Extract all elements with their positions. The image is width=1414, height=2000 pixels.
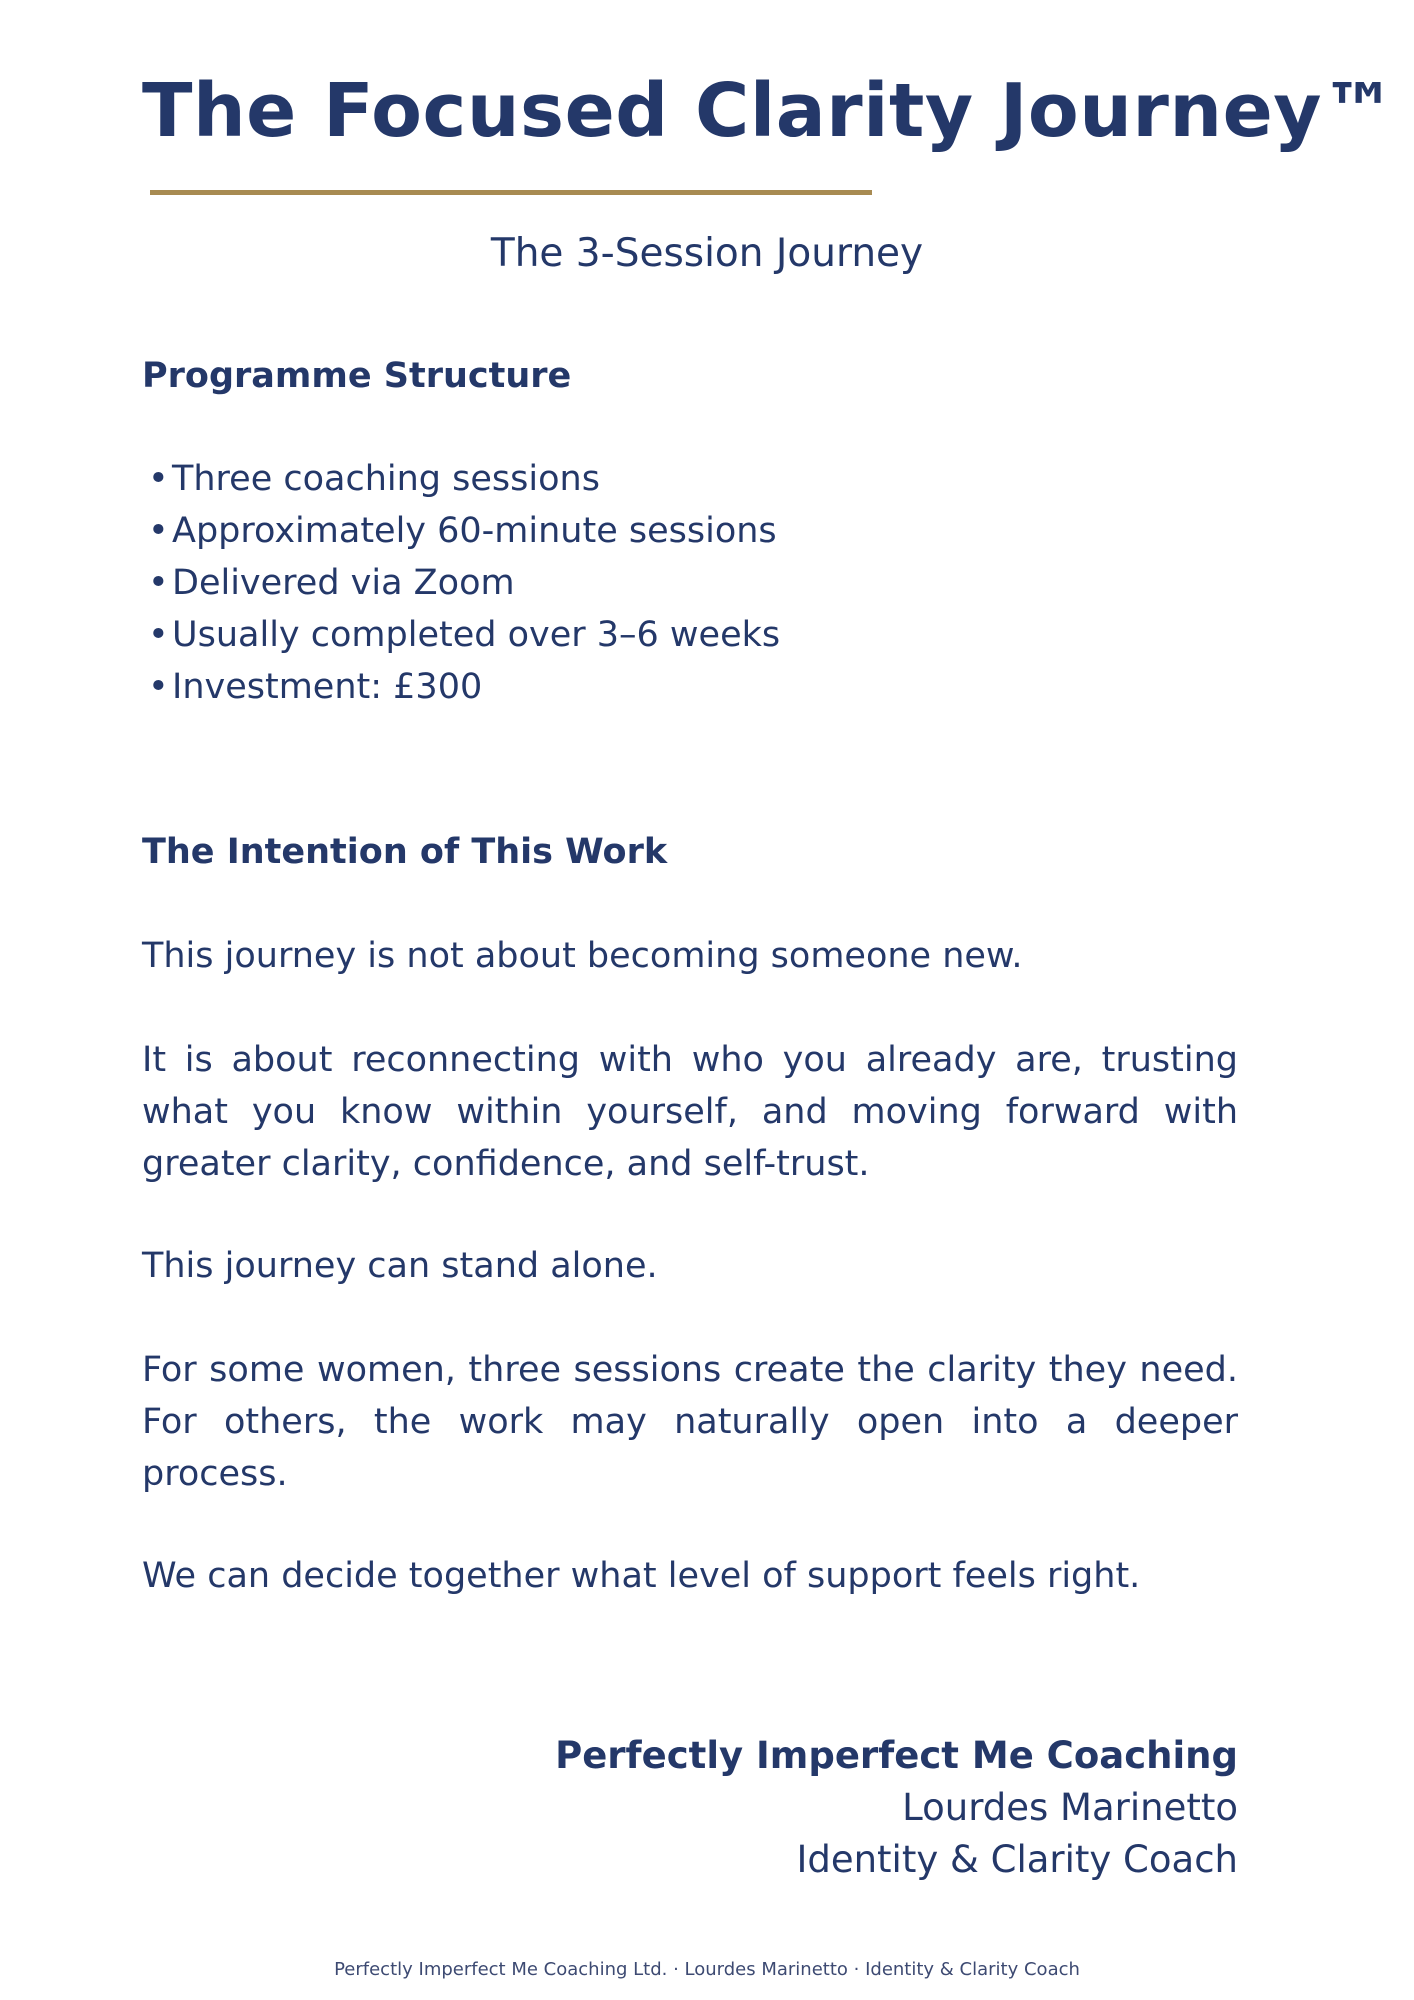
list-item-text: Usually completed over 3–6 weeks (172, 615, 781, 655)
signature-name: Lourdes Marinetto (902, 1786, 1238, 1829)
bullet-icon: • (148, 563, 169, 603)
page-footer: Perfectly Imperfect Me Coaching Ltd. · Lourdes Marinetto · Identity & Clarity Coach (334, 1959, 1080, 1980)
signature-block (555, 1730, 1238, 1886)
title-divider (150, 190, 872, 195)
list-item-text: Investment: £300 (172, 667, 483, 707)
list-item (148, 505, 780, 557)
page-title: The Focused Clarity Journey™ (142, 68, 1397, 154)
intention-heading: The Intention of This Work (142, 832, 668, 872)
bullet-icon: • (148, 511, 169, 551)
page-subtitle: The 3-Session Journey (490, 231, 924, 276)
intention-paragraph: For some women, three sessions create the clarity they need. For others, the work may naturally open into a deeper process. (142, 1350, 1238, 1494)
bullet-icon: • (148, 459, 169, 499)
signature-company: Perfectly Imperfect Me Coaching (555, 1734, 1238, 1777)
list-item-text: Three coaching sessions (172, 459, 600, 499)
bullet-icon: • (148, 615, 169, 655)
bullet-icon: • (148, 667, 169, 707)
list-item (148, 557, 780, 609)
intention-paragraph: We can decide together what level of support feels right. (142, 1556, 1141, 1596)
intention-paragraph: This journey is not about becoming someone new. (142, 936, 1023, 976)
list-item (148, 453, 780, 505)
list-item (148, 661, 780, 713)
intention-paragraph: It is about reconnecting with who you already are, trusting what you know within yourself, and moving forward with greater clarity, confidence, and self-trust. (142, 1040, 1238, 1184)
list-item-text: Approximately 60-minute sessions (172, 511, 777, 551)
list-item (148, 609, 780, 661)
signature-role: Identity & Clarity Coach (796, 1838, 1238, 1881)
list-item-text: Delivered via Zoom (172, 563, 515, 603)
programme-structure-heading: Programme Structure (142, 356, 572, 396)
intention-paragraph: This journey can stand alone. (142, 1246, 658, 1286)
programme-structure-list (148, 453, 780, 713)
